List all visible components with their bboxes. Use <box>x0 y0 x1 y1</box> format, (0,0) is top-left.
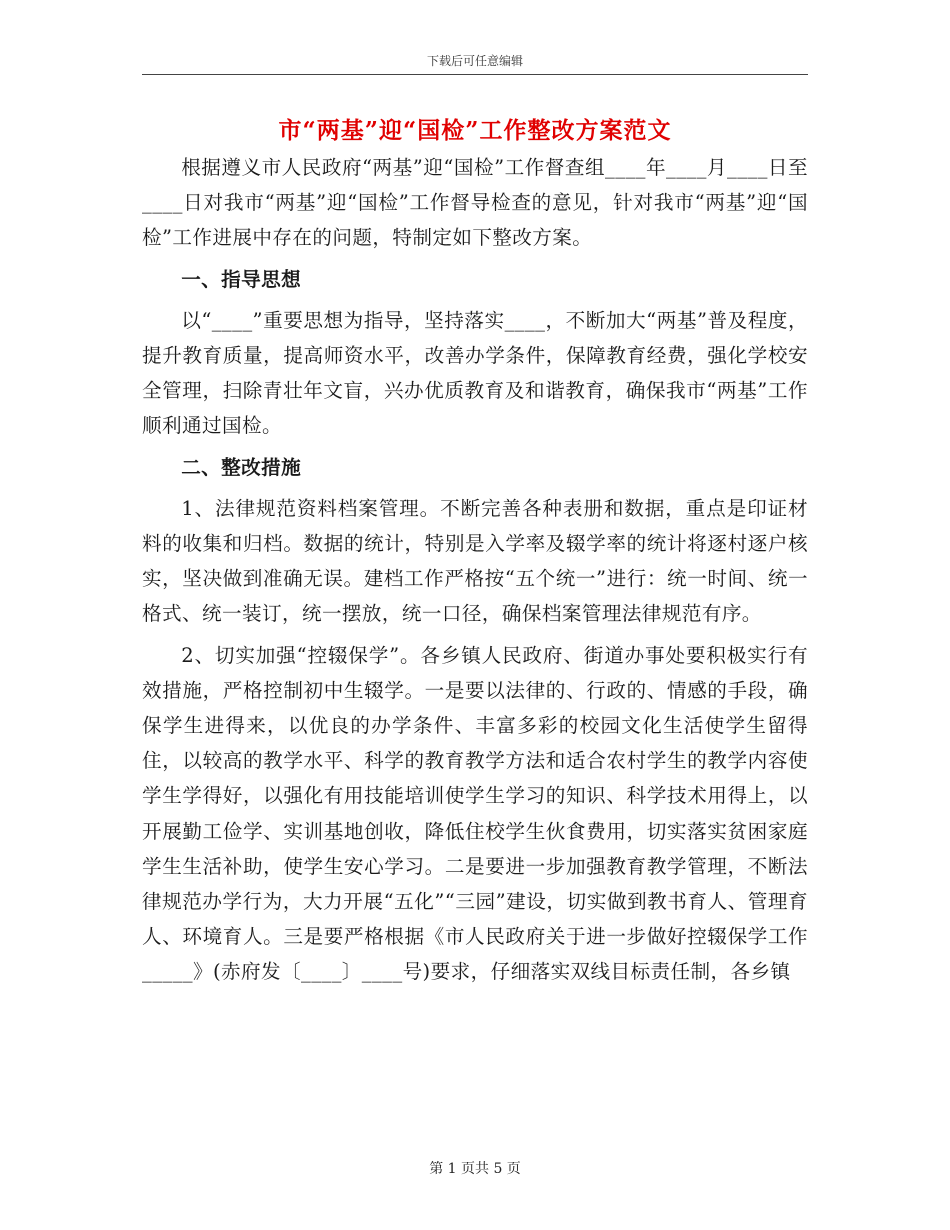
page-number: 第 1 页共 5 页 <box>429 1161 521 1177</box>
header-divider <box>142 74 808 75</box>
header-note: 下载后可任意编辑 <box>426 54 523 68</box>
document-title: 市“两基”迎“国检”工作整改方案范文 <box>278 117 672 144</box>
section-heading-rectification-measures: 二、整改措施 <box>181 455 302 479</box>
guiding-ideology-paragraph: 以“____”重要思想为指导，坚持落实____，不断加大“两基”普及程度，提升教育质量，提高师资水平，改善办学条件，保障教育经费，强化学校安全管理，扫除青壮年文盲，兴办优质教育及和谐教育，确保我市“两基”工作顺利通过国检。 <box>142 308 808 438</box>
intro-paragraph: 根据遵义市人民政府“两基”迎“国检”工作督查组____年____月____日至____日对我市“两基”迎“国检”工作督导检查的意见，针对我市“两基”迎“国检”工作进展中存在的问题，特制定如下整改方案。 <box>142 156 808 250</box>
measure-item-1: 1、法律规范资料档案管理。不断完善各种表册和数据，重点是印证材料的收集和归档。数据的统计，特别是入学率及辍学率的统计将逐村逐户核实，坚决做到准确无误。建档工作严格按“五个统一”进行：统一时间、统一格式、统一装订，统一摆放，统一口径，确保档案管理法律规范有序。 <box>142 496 808 626</box>
section-heading-guiding-ideology: 一、指导思想 <box>181 267 302 291</box>
document-body <box>142 150 808 990</box>
measure-item-2: 2、切实加强“控辍保学”。各乡镇人民政府、街道办事处要积极实行有效措施，严格控制初中生辍学。一是要以法律的、行政的、情感的手段，确保学生进得来，以优良的办学条件、丰富多彩的校园文化生活使学生留得住，以较高的教学水平、科学的教育教学方法和适合农村学生的教学内容使学生学得好，以强化有用技能培训使学生学习的知识、科学技术用得上，以开展勤工俭学、实训基地创收，降低住校学生伙食费用，切实落实贫困家庭学生生活补助，使学生安心学习。二是要进一步加强教育教学管理，不断法律规范办学行为，大力开展“五化”“三园”建设，切实做到教书育人、管理育人、环境育人。三是要严格根据《市人民政府关于进一步做好控辍保学工作_____》(赤府发〔____〕____号)要求，仔细落实双线目标责任制，各乡镇 <box>142 643 808 984</box>
